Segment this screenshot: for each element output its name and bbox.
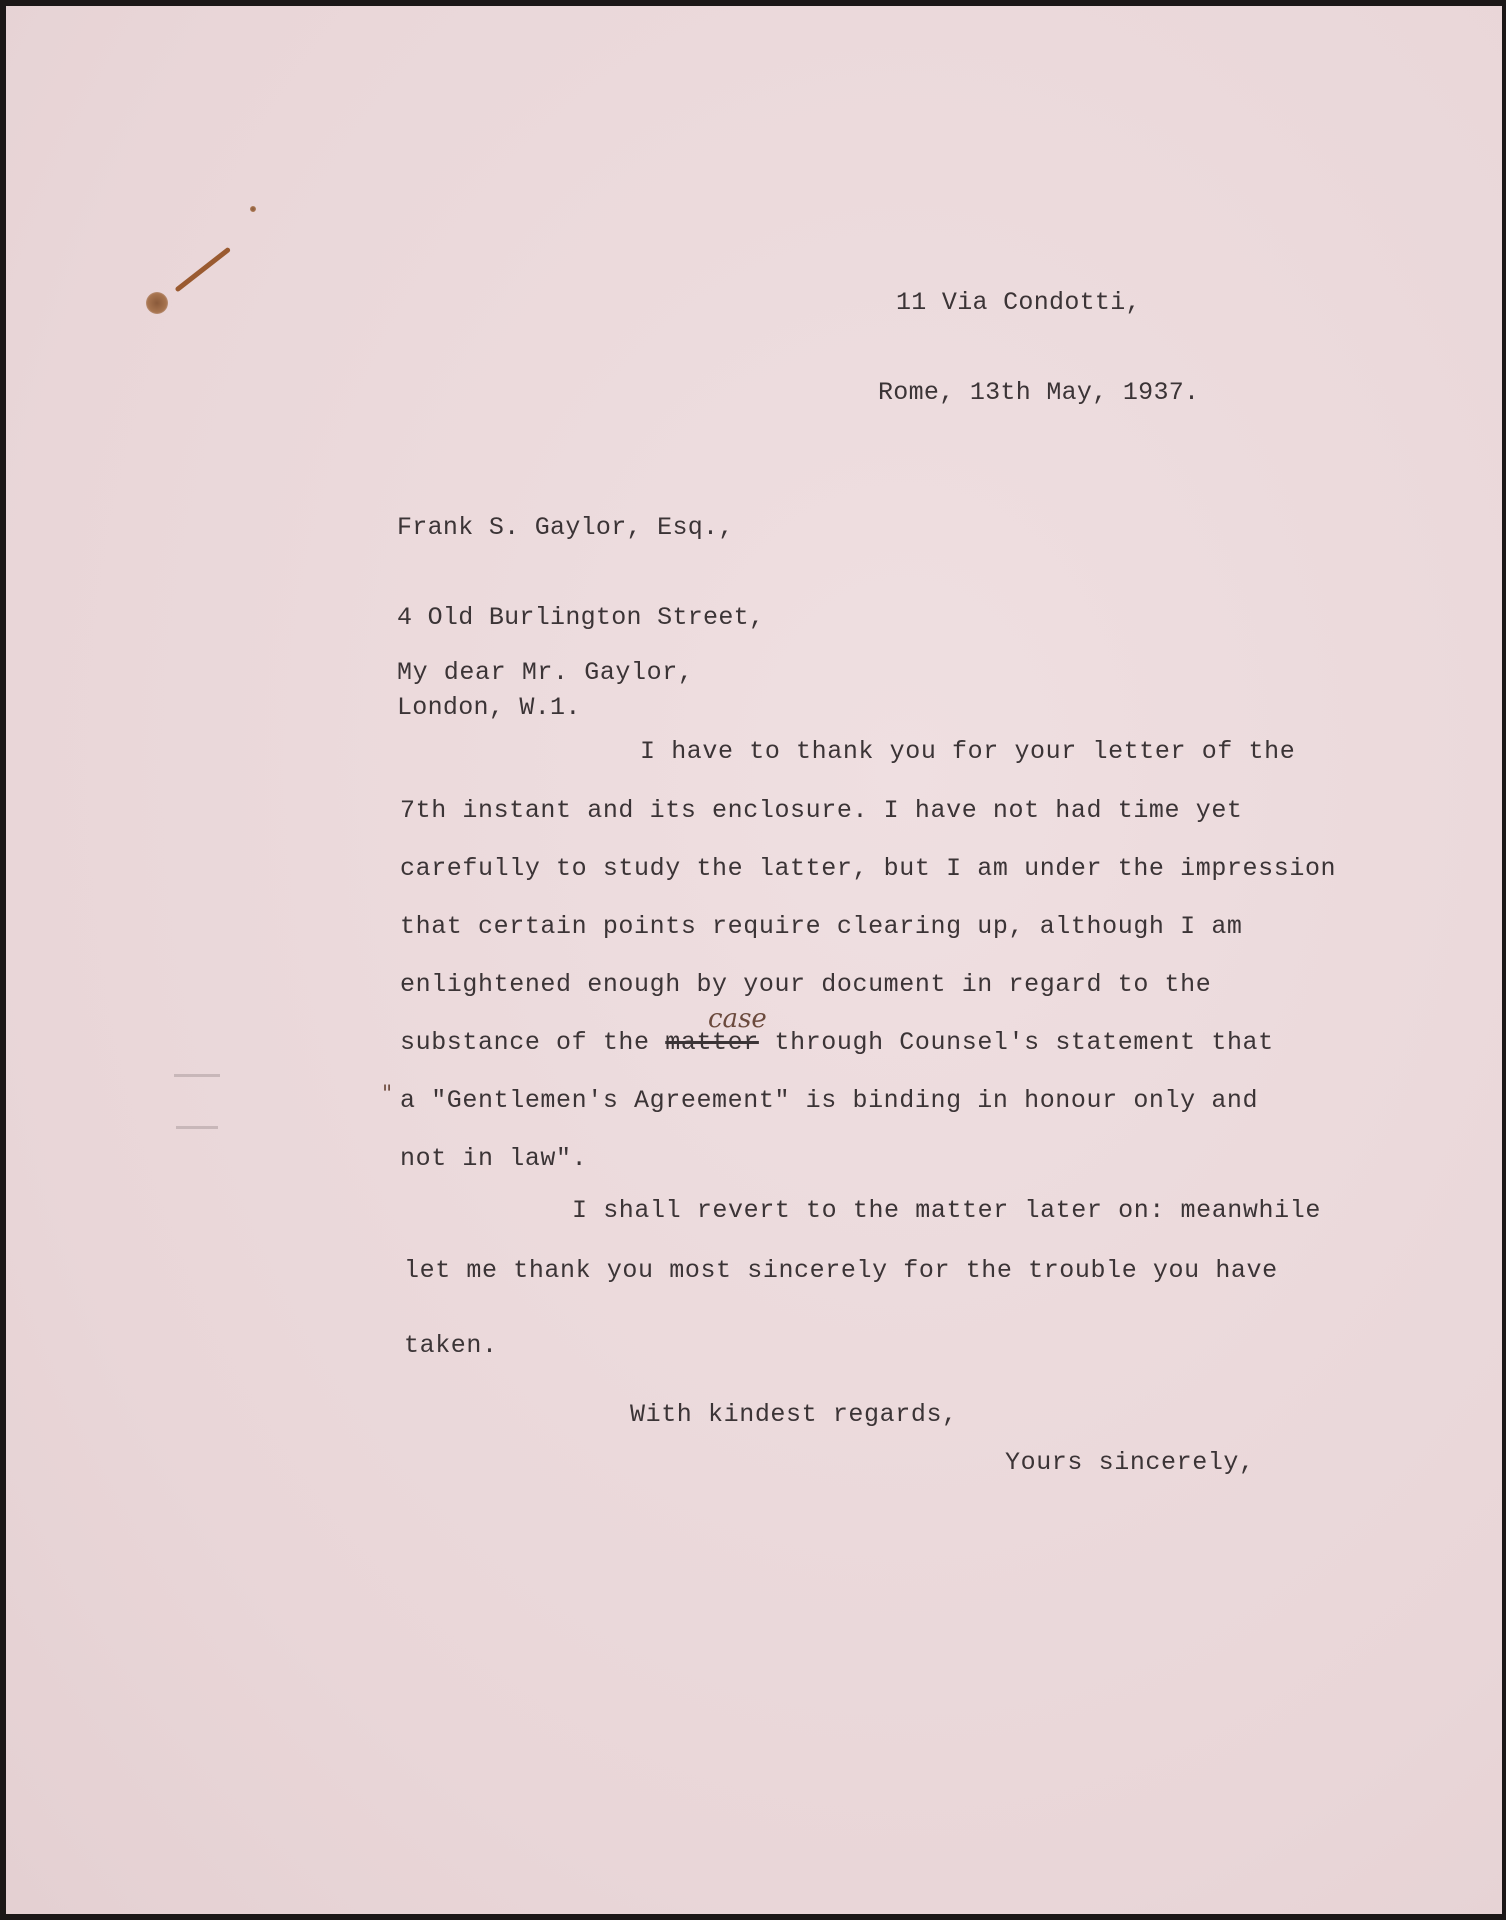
body-text: through Counsel's statement that [774,1028,1274,1057]
body-line: that certain points require clearing up, although I am [400,912,1243,941]
body-text: substance of the [400,1028,650,1057]
recipient-address-line: Frank S. Gaylor, Esq., [397,513,734,542]
body-line: I have to thank you for your letter of the [640,737,1296,766]
body-line: not in law". [400,1144,588,1173]
letter-page [6,6,1502,1914]
body-line [400,1028,1274,1057]
handwritten-correction: case [708,1004,767,1034]
sender-address-line: Rome, 13th May, 1937. [878,378,1200,407]
smudge-mark [174,1074,220,1077]
sender-address [878,228,1199,468]
smudge-mark [176,1126,218,1129]
struck-text: matter [665,1028,759,1057]
body-line: carefully to study the latter, but I am under the impression [400,854,1337,883]
body-line: I shall revert to the matter later on: meanwhile [572,1196,1321,1225]
body-line: taken. [404,1331,498,1360]
salutation: My dear Mr. Gaylor, [397,658,694,687]
signoff: Yours sincerely, [1005,1448,1255,1477]
body-line: 7th instant and its enclosure. I have not had time yet [400,796,1243,825]
recipient-address [397,453,764,783]
sender-address-line: 11 Via Condotti, [896,288,1141,317]
closing: With kindest regards, [630,1400,958,1429]
body-line: enlightened enough by your document in regard to the [400,970,1212,999]
body-line: let me thank you most sincerely for the trouble you have [404,1256,1278,1285]
handwritten-quote-mark: " [382,1082,393,1107]
recipient-address-line: London, W.1. [397,693,581,722]
body-line: a "Gentlemen's Agreement" is binding in honour only and [400,1086,1259,1115]
ink-stain [146,292,168,314]
ink-dot [250,206,256,212]
ink-streak [174,247,231,293]
recipient-address-line: 4 Old Burlington Street, [397,603,765,632]
